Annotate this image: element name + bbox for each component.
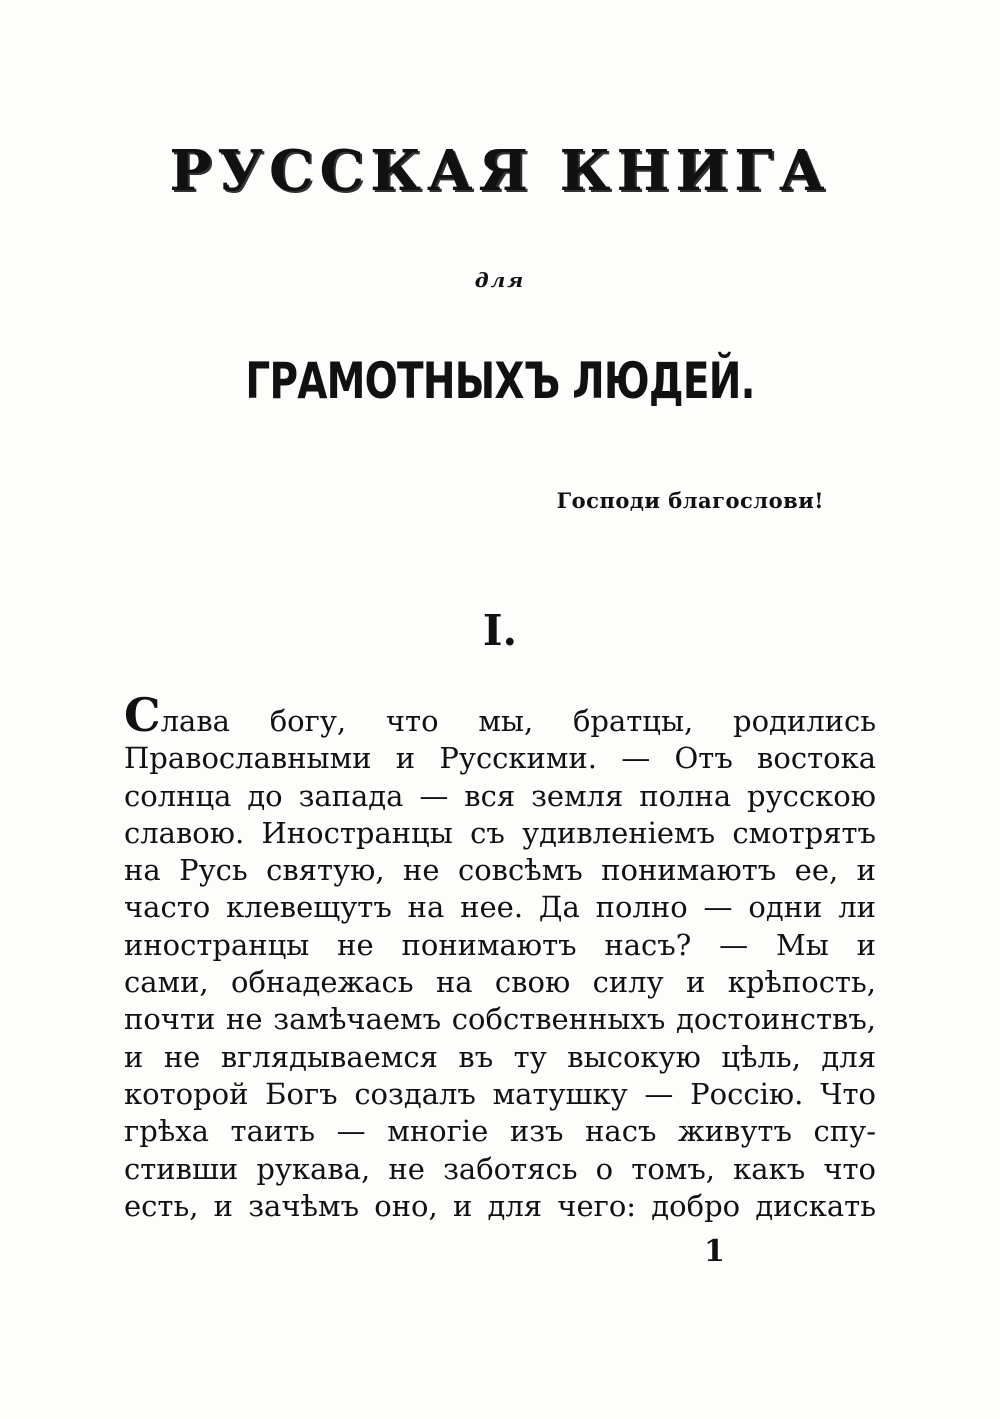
- body-line-9: почти не замѣчаемъ собственныхъ достоинствъ,: [124, 1002, 876, 1037]
- body-line-4: славою. Иностранцы съ удивленіемъ смотрятъ: [124, 815, 876, 850]
- body-line-5: на Русь святую, не совсѣмъ понимаютъ ее, и: [124, 853, 876, 888]
- body-line-3: солнца до запада — вся земля полна русскою: [124, 778, 876, 813]
- dropcap: С: [124, 688, 161, 742]
- body-text: [124, 688, 876, 1225]
- body-line-11: которой Богъ создалъ матушку — Россію. Что: [124, 1076, 876, 1111]
- body-line-8: сами, обнадежась на свою силу и крѣпость,: [124, 965, 876, 1000]
- body-line-14: есть, и зачѣмъ оно, и для чего: добро дискать: [124, 1188, 876, 1223]
- book-title: РУССКАЯ КНИГА: [169, 138, 831, 204]
- body-line-6: часто клевещутъ на нее. Да полно — одни ли: [124, 890, 876, 925]
- epigraph: Господи благослови!: [556, 488, 824, 513]
- subtitle-main: ГРАМОТНЫХЪ ЛЮДЕЙ.: [245, 352, 755, 410]
- body-line-10: и не вглядываемся въ ту высокую цѣль, для: [124, 1039, 876, 1074]
- body-line-1-text: лава богу, что мы, братцы, родились: [160, 704, 876, 738]
- subtitle-for: для: [474, 268, 526, 292]
- page-number: 1: [704, 1234, 725, 1269]
- body-line-12: грѣха таить — многіе изъ насъ живутъ спу-: [124, 1114, 876, 1149]
- body-line-2: Православными и Русскими. — Отъ востока: [124, 741, 876, 776]
- chapter-number: I.: [482, 606, 518, 655]
- body-line-7: иностранцы не понимаютъ насъ? — Мы и: [124, 927, 876, 962]
- body-line-13: стивши рукава, не заботясь о томъ, какъ что: [124, 1151, 876, 1186]
- body-line-1: [124, 688, 876, 742]
